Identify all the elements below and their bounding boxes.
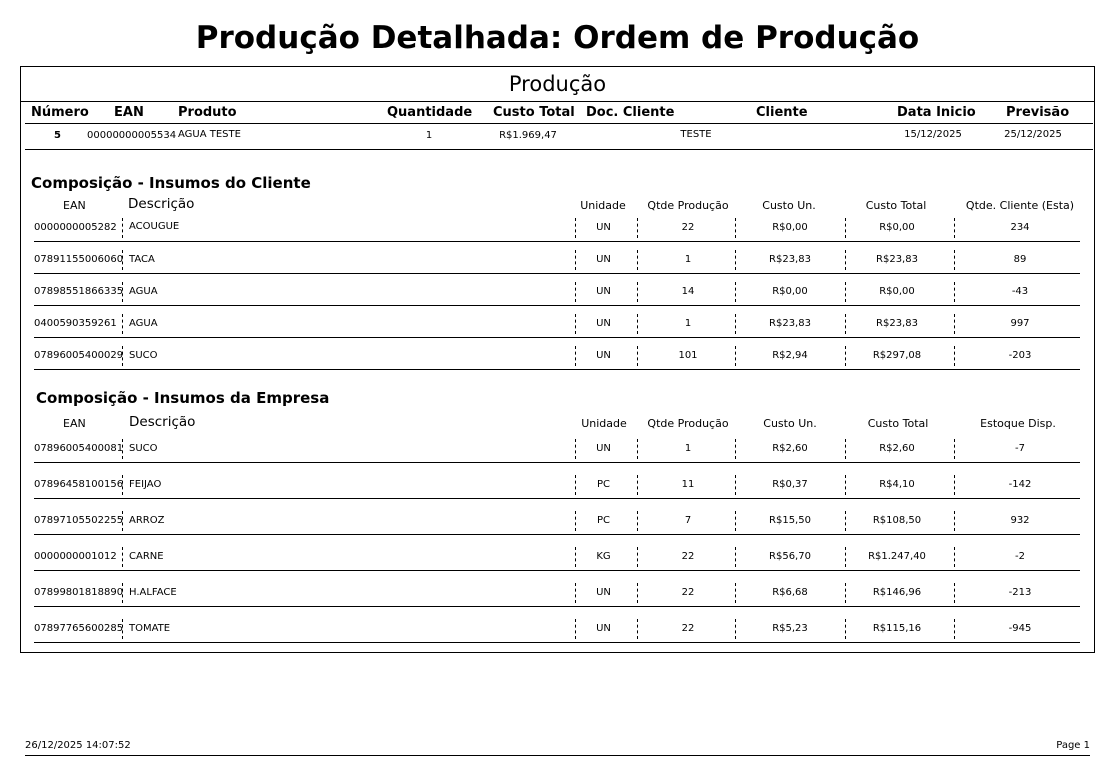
cell-custo-total: R$297,08 [872,350,922,361]
col-qtde-producao: Qtde Produção [647,417,729,430]
divider [122,439,123,459]
cell-ean: 07896005400081 [34,443,124,454]
cell-custo-total: R$0,00 [879,222,915,233]
cell-ean: 0000000001012 [34,551,117,562]
divider [954,475,955,495]
divider [954,511,955,531]
divider [735,218,736,238]
cell-qtde: 1 [684,443,692,454]
cell-descricao: AGUA [129,286,158,297]
col-custo-total: Custo Total [865,199,927,212]
production-quantidade: 1 [425,130,433,141]
cell-custo-total: R$0,00 [879,286,915,297]
divider [735,511,736,531]
cell-qtde: 22 [681,551,695,562]
cell-unidade: UN [596,254,611,265]
cell-custo-un: R$23,83 [769,318,811,329]
divider [34,337,1080,338]
divider [122,475,123,495]
col-unidade: Unidade [581,417,627,430]
cell-estoque-disp: -142 [1008,479,1032,490]
cell-descricao: TOMATE [129,623,171,634]
divider [735,282,736,302]
cell-qtde-cliente: 997 [1010,318,1030,329]
divider [845,314,846,334]
header-produto: Produto [178,105,237,120]
cell-qtde: 22 [681,222,695,233]
header-ean: EAN [114,105,144,120]
col-estoque-disp: Estoque Disp. [980,417,1056,430]
cell-unidade: UN [596,587,611,598]
divider [845,547,846,567]
cell-descricao: AGUA [129,318,158,329]
section-insumos-cliente: Composição - Insumos do Cliente [31,174,311,192]
divider [122,346,123,366]
col-descricao: Descrição [128,196,195,212]
production-previsao: 25/12/2025 [1004,129,1062,140]
divider [34,462,1080,463]
divider [735,583,736,603]
cell-descricao: CARNE [129,551,164,562]
cell-estoque-disp: -7 [1015,443,1025,454]
header-numero: Número [31,105,89,120]
cell-qtde: 101 [678,350,698,361]
section-title-producao: Produção [508,72,607,96]
divider [34,369,1080,370]
divider [954,282,955,302]
cell-unidade: UN [596,443,611,454]
cell-custo-total: R$1.247,40 [868,551,926,562]
cell-qtde: 1 [684,318,692,329]
divider [954,439,955,459]
divider [34,534,1080,535]
cell-qtde-cliente: -43 [1011,286,1029,297]
cell-ean: 07897765600285 [34,623,124,634]
cell-descricao: ARROZ [129,515,165,526]
divider [735,475,736,495]
divider [20,101,1095,102]
divider [122,218,123,238]
divider [954,250,955,270]
col-qtde-cliente: Qtde. Cliente (Esta) [965,199,1075,212]
cell-estoque-disp: -213 [1008,587,1032,598]
report-title: Produção Detalhada: Ordem de Produção [195,20,920,56]
divider [122,314,123,334]
cell-descricao: FEIJAO [129,479,162,490]
cell-qtde-cliente: 89 [1013,254,1027,265]
divider [34,570,1080,571]
cell-unidade: UN [596,350,611,361]
cell-ean: 0000000005282 [34,222,117,233]
cell-ean: 07896458100156 [34,479,124,490]
cell-descricao: TACA [129,254,155,265]
cell-unidade: UN [596,222,611,233]
cell-estoque-disp: -945 [1008,623,1032,634]
cell-ean: 07899801818890 [34,587,124,598]
cell-ean: 07897105502255 [34,515,124,526]
col-descricao: Descrição [129,414,196,430]
cell-qtde: 7 [684,515,692,526]
cell-unidade: PC [596,479,610,490]
production-data-inicio: 15/12/2025 [904,129,962,140]
cell-custo-total: R$4,10 [879,479,915,490]
cell-qtde: 22 [681,587,695,598]
divider [34,498,1080,499]
divider [34,606,1080,607]
cell-custo-total: R$108,50 [872,515,922,526]
divider [122,511,123,531]
divider [122,547,123,567]
cell-ean: 07891155006060 [34,254,124,265]
cell-estoque-disp: 932 [1010,515,1030,526]
cell-custo-total: R$23,83 [876,254,918,265]
divider [735,314,736,334]
production-cliente: TESTE [680,129,712,140]
cell-custo-un: R$0,00 [772,222,808,233]
divider [735,439,736,459]
cell-unidade: KG [596,551,611,562]
divider [954,218,955,238]
cell-custo-total: R$146,96 [872,587,922,598]
cell-descricao: SUCO [129,443,158,454]
section-insumos-empresa: Composição - Insumos da Empresa [36,389,330,407]
col-unidade: Unidade [580,199,626,212]
header-custo-total: Custo Total [493,105,575,120]
cell-ean: 07898551866335 [34,286,124,297]
col-custo-un: Custo Un. [763,417,817,430]
divider [34,273,1080,274]
cell-unidade: PC [596,515,610,526]
divider [954,314,955,334]
cell-ean: 0400590359261 [34,318,117,329]
col-ean: EAN [63,417,86,430]
divider [954,619,955,639]
cell-qtde: 11 [681,479,695,490]
footer-timestamp: 26/12/2025 14:07:52 [25,740,131,751]
cell-custo-un: R$0,37 [772,479,808,490]
cell-custo-total: R$115,16 [872,623,922,634]
divider [25,123,1093,124]
cell-unidade: UN [596,318,611,329]
divider [735,547,736,567]
divider [735,619,736,639]
divider [845,439,846,459]
divider [954,583,955,603]
cell-custo-total: R$23,83 [876,318,918,329]
divider [735,346,736,366]
cell-descricao: H.ALFACE [129,587,177,598]
cell-estoque-disp: -2 [1015,551,1025,562]
production-produto: AGUA TESTE [178,129,241,140]
cell-custo-un: R$2,94 [772,350,808,361]
footer-page: Page 1 [1056,740,1090,751]
col-qtde-producao: Qtde Produção [647,199,729,212]
col-ean: EAN [63,199,86,212]
production-numero: 5 [54,130,61,141]
cell-unidade: UN [596,623,611,634]
cell-custo-un: R$56,70 [769,551,811,562]
cell-qtde: 22 [681,623,695,634]
cell-qtde: 14 [681,286,695,297]
cell-custo-un: R$15,50 [769,515,811,526]
divider [845,346,846,366]
cell-descricao: SUCO [129,350,158,361]
divider [122,250,123,270]
cell-custo-un: R$2,60 [772,443,808,454]
cell-qtde: 1 [684,254,692,265]
header-doc-cliente: Doc. Cliente [586,105,675,120]
cell-qtde-cliente: -203 [1008,350,1032,361]
divider [34,642,1080,643]
cell-custo-un: R$6,68 [772,587,808,598]
divider [845,511,846,531]
divider [845,619,846,639]
header-quantidade: Quantidade [387,105,473,120]
divider [735,250,736,270]
production-custo-total: R$1.969,47 [499,130,557,141]
divider [122,282,123,302]
col-custo-un: Custo Un. [762,199,816,212]
divider [122,583,123,603]
header-cliente: Cliente [756,105,808,120]
header-data-inicio: Data Inicio [897,105,976,120]
divider [845,475,846,495]
cell-custo-un: R$0,00 [772,286,808,297]
cell-custo-un: R$5,23 [772,623,808,634]
divider [845,282,846,302]
divider [845,250,846,270]
cell-custo-un: R$23,83 [769,254,811,265]
divider [845,583,846,603]
cell-descricao: ACOUGUE [129,221,180,232]
col-custo-total: Custo Total [867,417,929,430]
divider [25,149,1093,150]
cell-qtde-cliente: 234 [1010,222,1030,233]
divider [122,619,123,639]
production-ean: 00000000005534 [87,130,177,141]
divider [954,547,955,567]
cell-unidade: UN [596,286,611,297]
divider [34,241,1080,242]
footer-divider [25,755,1090,756]
divider [34,305,1080,306]
header-previsao: Previsão [1006,105,1070,120]
divider [954,346,955,366]
cell-custo-total: R$2,60 [879,443,915,454]
cell-ean: 07896005400029 [34,350,124,361]
divider [845,218,846,238]
